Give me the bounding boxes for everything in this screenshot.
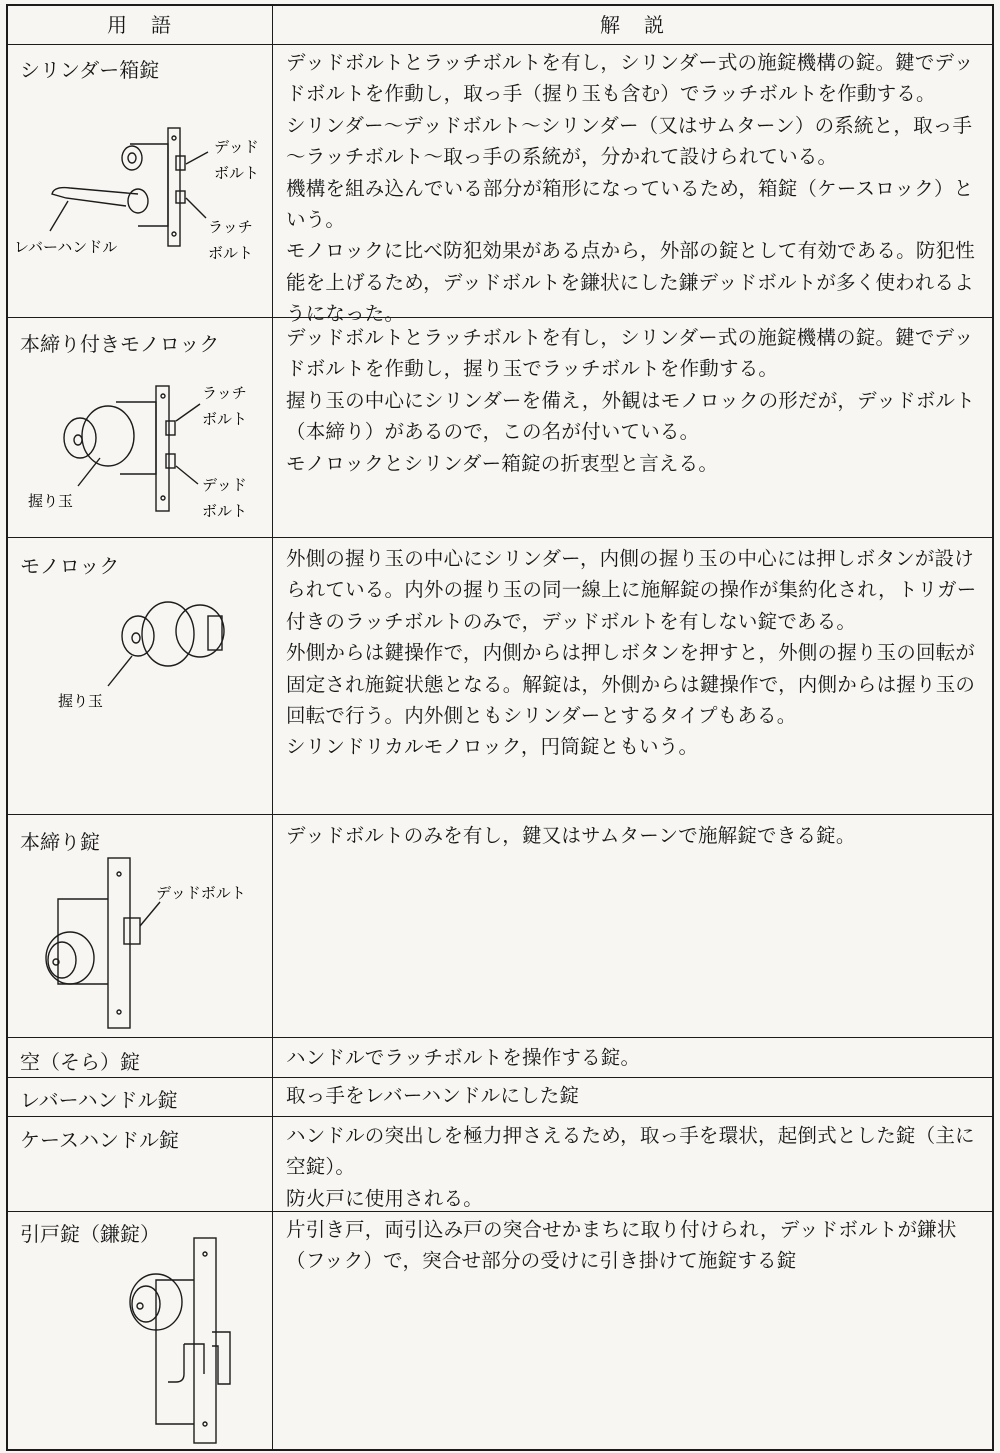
desc-deadbolt-lock: デッドボルトのみを有し，鍵又はサムターンで施解錠できる錠。 xyxy=(286,824,856,847)
label-bolt: ボルト xyxy=(208,244,254,262)
term-latch-only-lock: 空（そら）錠 xyxy=(20,1050,140,1074)
sliding-door-lock-illustration xyxy=(8,1234,272,1449)
row-divider xyxy=(8,814,992,815)
deadbolt-monolock-illustration xyxy=(8,366,272,526)
knob xyxy=(142,602,194,666)
latch-bolt xyxy=(166,421,175,435)
knob xyxy=(82,406,134,466)
monolock-illustration xyxy=(8,586,272,726)
row-divider xyxy=(8,317,992,318)
label-bolt: ボルト xyxy=(202,502,248,520)
label-knob: 握り玉 xyxy=(28,492,74,510)
row-divider xyxy=(8,44,992,45)
cylinder xyxy=(46,932,94,984)
label-lever-handle: レバーハンドル xyxy=(14,238,118,256)
desc-sliding-door-lock: 片引き戸，両引込み戸の突合せかまちに取り付けられ，デッドボルトが鎌状（フック）で，突合せ部分の受けに引き掛けて施錠する錠 xyxy=(286,1218,957,1273)
desc-deadbolt-monolock: デッドボルトとラッチボルトを有し，シリンダー式の施錠機構の錠。鍵でデッドボルトを作動し，握り玉でラッチボルトを作動する。 握り玉の中心にシリンダーを備え，外観はモノロックの形だが，デッドボルト（本締り）があるので，この名が付いている。 モノロックとシリンダー箱錠の折衷型と言える。 xyxy=(286,326,975,475)
row-divider xyxy=(8,1077,992,1078)
term-sliding-door-lock: 引戸錠（鎌錠） xyxy=(20,1222,160,1246)
row-divider xyxy=(8,1211,992,1212)
desc-lever-handle-lock: 取っ手をレバーハンドルにした錠 xyxy=(286,1084,580,1107)
cylinder xyxy=(122,146,142,170)
header-term: 用 語 xyxy=(107,13,173,37)
label-deadbolt: デッドボルト xyxy=(156,884,246,902)
label-latch: ラッチ xyxy=(202,384,247,402)
hook-bolt xyxy=(168,1344,204,1382)
faceplate xyxy=(168,128,180,246)
label-bolt: ボルト xyxy=(202,410,248,428)
term-cylinder-box-lock: シリンダー箱錠 xyxy=(20,58,160,82)
dead-bolt xyxy=(166,454,175,468)
header-description: 解 説 xyxy=(600,13,666,37)
faceplate xyxy=(156,386,169,511)
label-dead: デッド xyxy=(214,138,259,156)
column-divider xyxy=(272,6,273,1449)
deadbolt-lock-illustration xyxy=(8,854,272,1034)
cylinder-box-lock-illustration xyxy=(8,106,272,271)
faceplate xyxy=(194,1238,216,1443)
row-divider xyxy=(8,537,992,538)
terminology-table xyxy=(6,4,994,1451)
row-divider xyxy=(8,1116,992,1117)
term-monolock: モノロック xyxy=(20,554,120,578)
term-lever-handle-lock: レバーハンドル錠 xyxy=(20,1088,178,1112)
lever-handle xyxy=(52,188,138,206)
desc-cylinder-box-lock: デッドボルトとラッチボルトを有し，シリンダー式の施錠機構の錠。鍵でデッドボルトを作動し，取っ手（握り玉も含む）でラッチボルトを作動する。 シリンダー～デッドボルト～シリンダー（又はサムターン）の系統と，取っ手～ラッチボルト～取っ手の系統が，分かれて設けられている。 機構を組み込んでいる部分が箱形になっているため，箱錠（ケースロック）という。 モノロックに比べ防犯効果がある点から，外部の錠として有効である。防犯性能を上げるため，デッドボルトを鎌状にした鎌デッドボルトが多く使われるようになった。 xyxy=(286,51,975,326)
row-divider xyxy=(8,1037,992,1038)
dead-bolt xyxy=(124,918,140,944)
label-dead: デッド xyxy=(202,476,247,494)
term-deadbolt-monolock: 本締り付きモノロック xyxy=(20,332,220,356)
term-case-handle-lock: ケースハンドル錠 xyxy=(20,1128,179,1152)
desc-case-handle-lock: ハンドルの突出しを極力押さえるため，取っ手を環状，起倒式とした錠（主に空錠）。 防火戸に使用される。 xyxy=(286,1124,975,1210)
term-deadbolt-lock: 本締り錠 xyxy=(20,830,100,854)
label-knob: 握り玉 xyxy=(58,692,104,710)
faceplate xyxy=(108,858,130,1028)
desc-monolock: 外側の握り玉の中心にシリンダー，内側の握り玉の中心には押しボタンが設けられている。内外の握り玉の同一線上に施解錠の操作が集約化され，トリガー付きのラッチボルトのみで，デッドボルトを有しない錠である。 外側からは鍵操作で，内側からは押しボタンを押すと，外側の握り玉の回転が固定され施錠状態となる。解錠は，外側からは鍵操作で，内側からは握り玉の回転で行う。内外側ともシリンダーとするタイプもある。 シリンドリカルモノロック，円筒錠ともいう。 xyxy=(286,547,977,759)
desc-latch-only-lock: ハンドルでラッチボルトを操作する錠。 xyxy=(286,1046,641,1069)
label-latch: ラッチ xyxy=(208,218,253,236)
label-bolt: ボルト xyxy=(214,164,260,182)
